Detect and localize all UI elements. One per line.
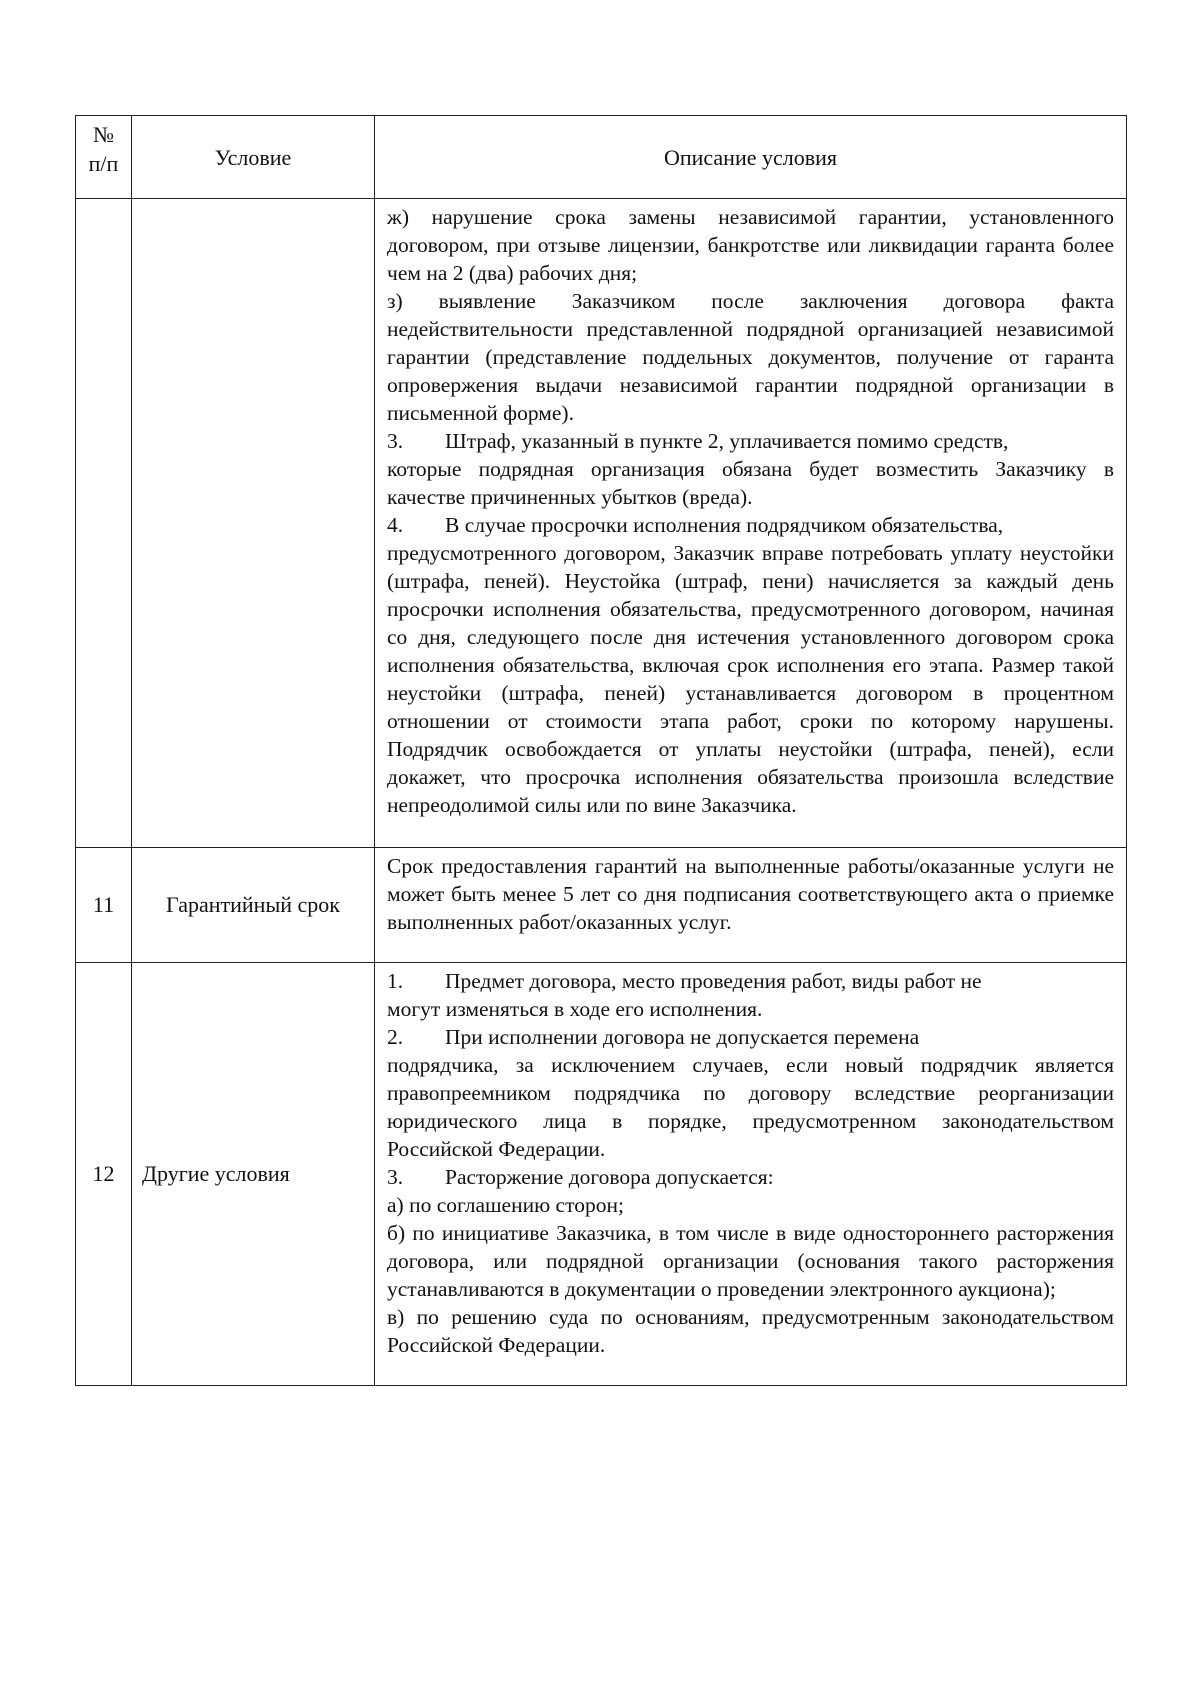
item-text-continued: подрядчика, за исключением случаев, если новый подрядчик является правопреемником подрядчика по договору вследствие реорганизации юридического лица в порядке, предусмотренном законодательством Российской Федерации. [387, 1053, 1114, 1161]
row-condition [132, 199, 375, 848]
row-description [375, 848, 1127, 963]
conditions-table [75, 115, 1127, 1386]
numbered-item [387, 427, 1114, 455]
paragraph: в) по решению суда по основаниям, предусмотренным законодательством Российской Федерации. [387, 1305, 1114, 1357]
paragraph: з) выявление Заказчиком после заключения договора факта недействительности представленной подрядной организацией независимой гарантии (представление поддельных документов, получение от гаранта опровержения выдачи независимой гарантии подрядной организации в письменной форме). [387, 289, 1114, 425]
item-number: 3. [387, 429, 404, 453]
row-description [375, 199, 1127, 848]
row-num: 11 [76, 848, 132, 963]
item-text-continued: предусмотренного договором, Заказчик вправе потребовать уплату неустойки (штрафа, пеней). Неустойка (штраф, пени) начисляется за каждый день просрочки исполнения обязательства, предусмотренного договором, начиная со дня, следующего после дня истечения установленного договором срока исполнения обязательства, включая срок исполнения его этапа. Размер такой неустойки (штрафа, пеней) устанавливается договором в процентном отношении от стоимости этапа работ, сроки по которому нарушены. Подрядчик освобождается от уплаты неустойки (штрафа, пеней), если докажет, что просрочка исполнения обязательства произошла вследствие непреодолимой силы или по вине Заказчика. [387, 541, 1114, 817]
item-text: При исполнении договора не допускается перемена [445, 1025, 920, 1049]
paragraph: Срок предоставления гарантий на выполненные работы/оказанные услуги не может быть менее 5 лет со дня подписания соответствующего акта о приемке выполненных работ/оказанных услуг. [387, 854, 1114, 934]
item-text: Расторжение договора допускается: [445, 1165, 774, 1189]
item-text: В случае просрочки исполнения подрядчиком обязательства, [445, 513, 1004, 537]
table-row [76, 199, 1127, 848]
item-text: Предмет договора, место проведения работ, виды работ не [445, 969, 982, 993]
row-condition: Гарантийный срок [132, 848, 375, 963]
item-text-continued: могут изменяться в ходе его исполнения. [387, 997, 763, 1021]
item-number: 1. [387, 969, 404, 993]
header-condition: Условие [132, 116, 375, 199]
row-condition: Другие условия [132, 963, 375, 1386]
numbered-item [387, 967, 1114, 995]
header-num: № п/п [76, 116, 132, 199]
item-text: Штраф, указанный в пункте 2, уплачивается помимо средств, [445, 429, 1009, 453]
table-row [76, 848, 1127, 963]
numbered-item [387, 511, 1114, 539]
table-header-row [76, 116, 1127, 199]
paragraph: а) по соглашению сторон; [387, 1193, 624, 1217]
item-number: 3. [387, 1165, 404, 1189]
paragraph: ж) нарушение срока замены независимой гарантии, установленного договором, при отзыве лицензии, банкротстве или ликвидации гаранта более чем на 2 (два) рабочих дня; [387, 205, 1114, 285]
row-num [76, 199, 132, 848]
item-number: 4. [387, 513, 404, 537]
numbered-item [387, 1023, 1114, 1051]
header-description: Описание условия [375, 116, 1127, 199]
row-description [375, 963, 1127, 1386]
item-text-continued: которые подрядная организация обязана будет возместить Заказчику в качестве причиненных убытков (вреда). [387, 457, 1114, 509]
item-number: 2. [387, 1025, 404, 1049]
table-row [76, 963, 1127, 1386]
row-num: 12 [76, 963, 132, 1386]
numbered-item [387, 1163, 1114, 1191]
paragraph: б) по инициативе Заказчика, в том числе в виде одностороннего расторжения договора, или подрядной организации (основания такого расторжения устанавливаются в документации о проведении электронного аукциона); [387, 1221, 1114, 1301]
